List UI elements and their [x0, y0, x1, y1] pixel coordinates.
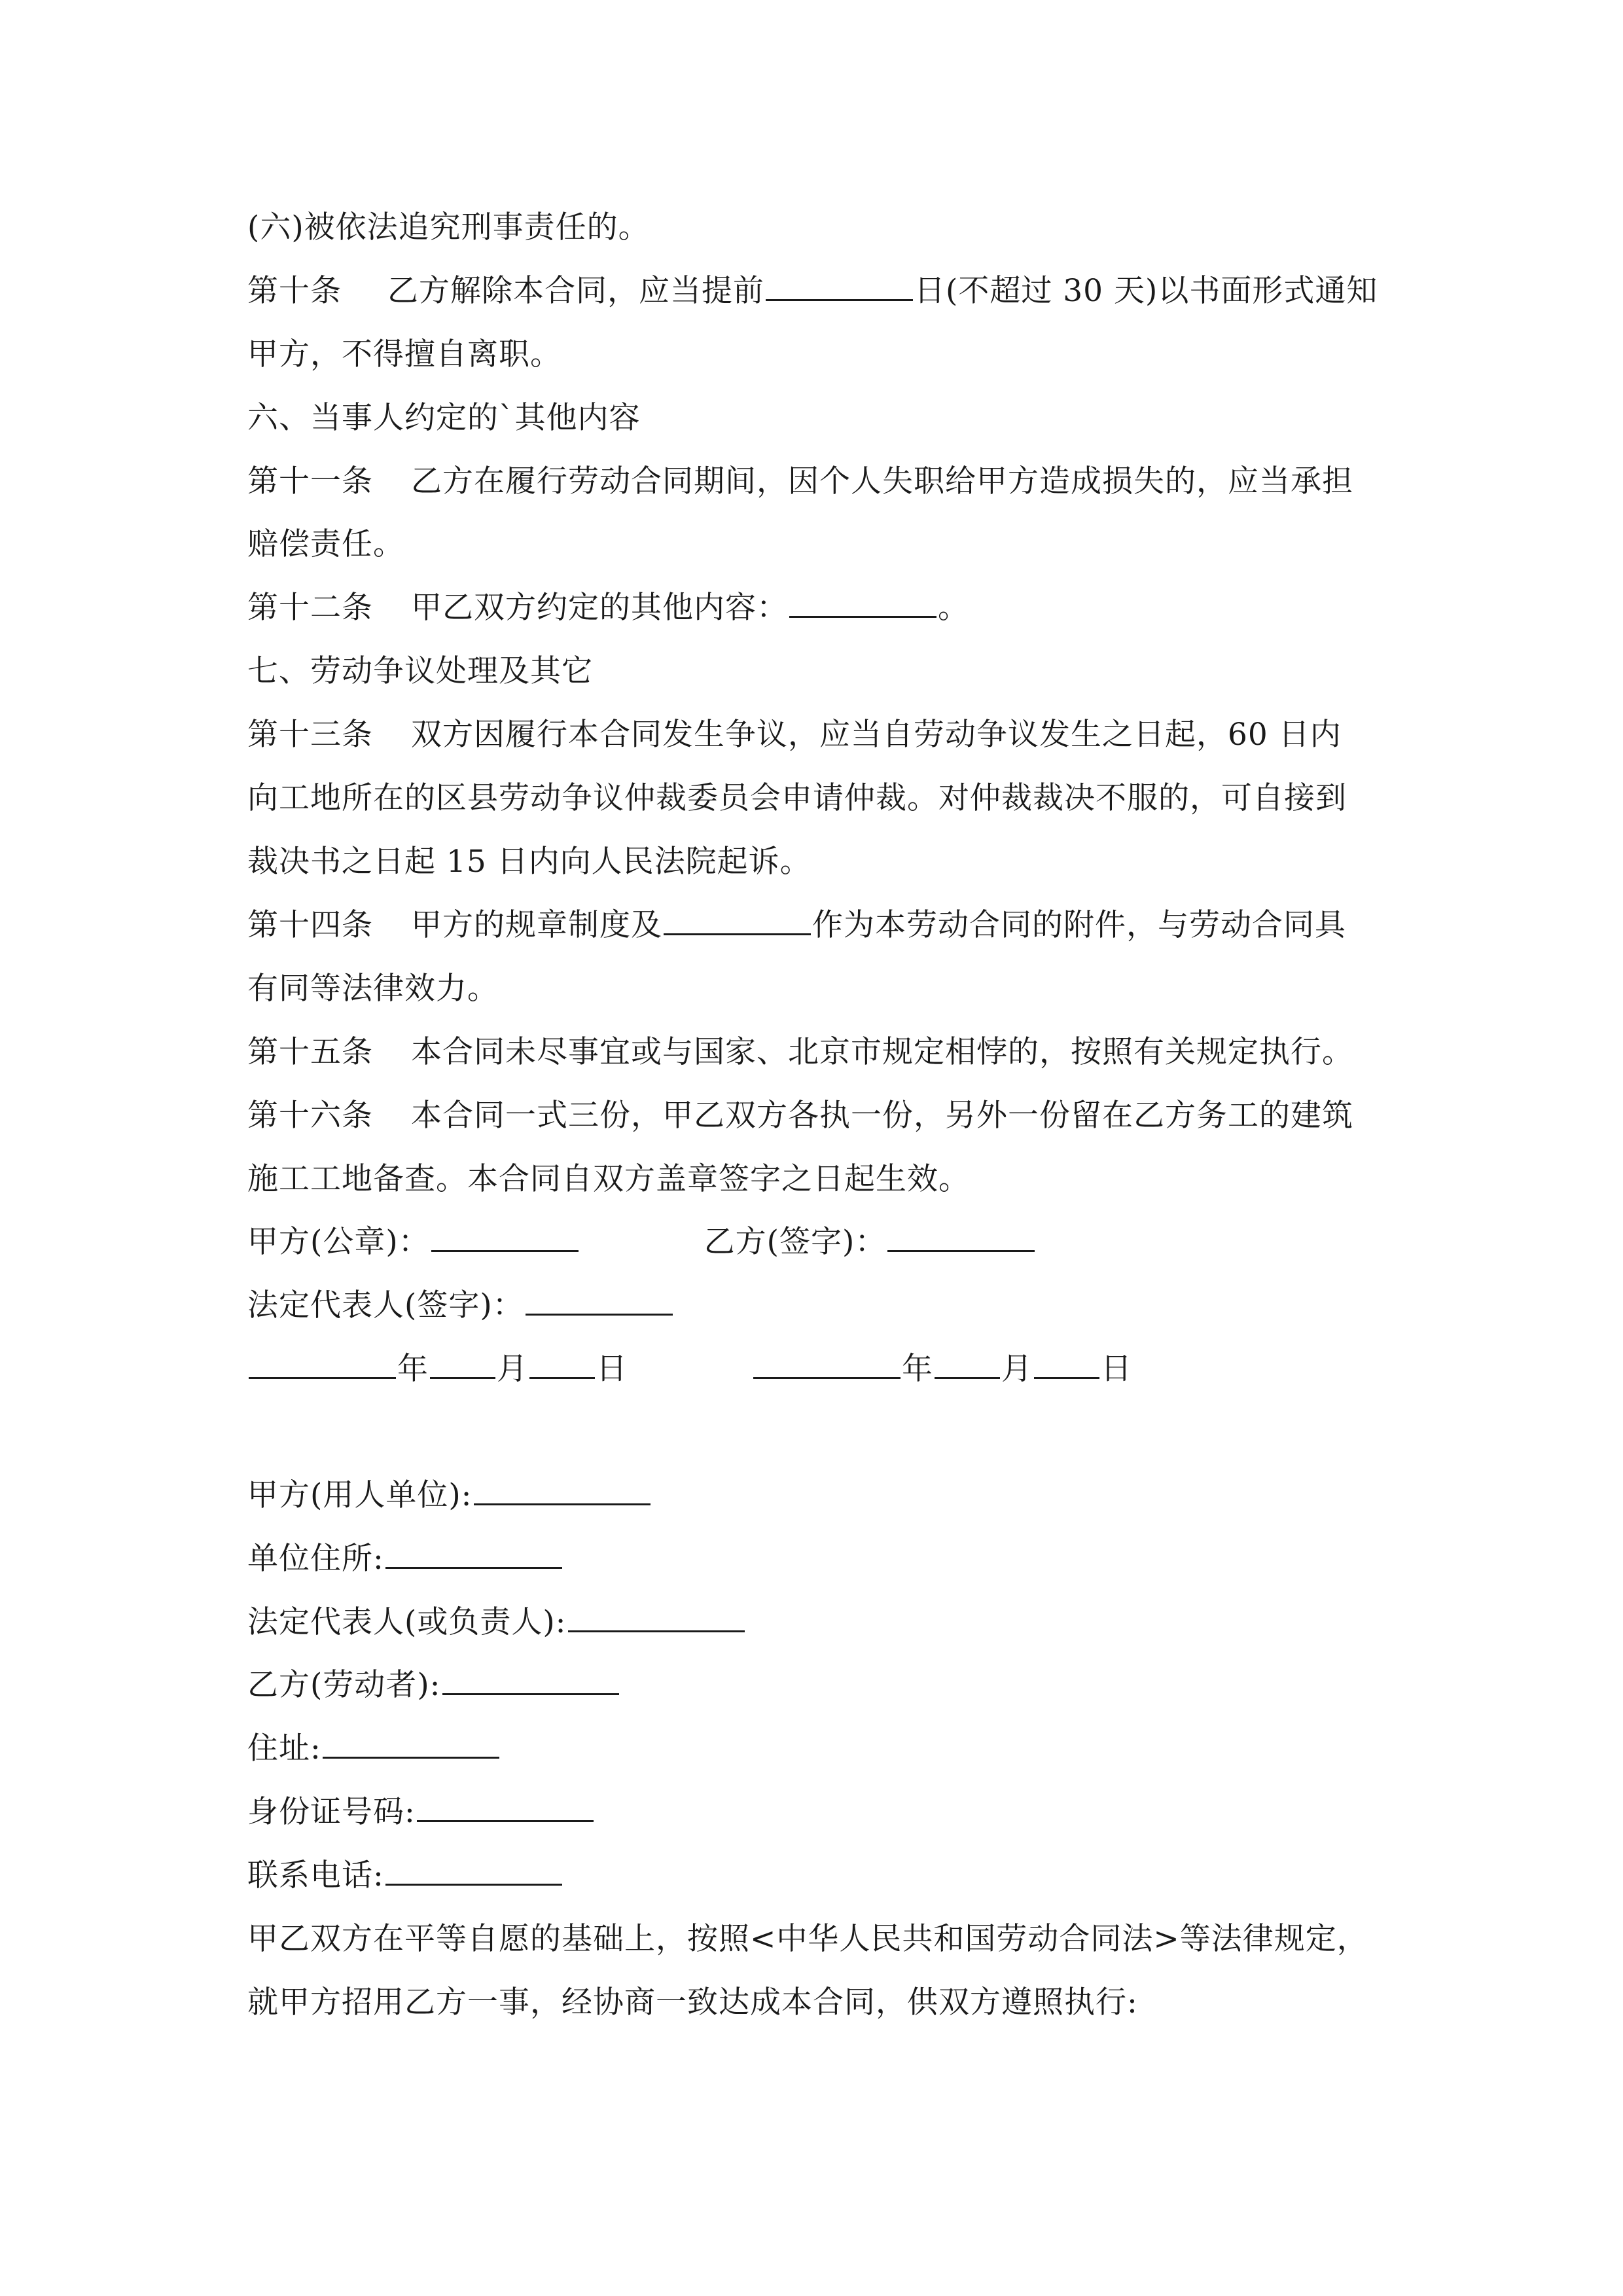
address-row: 单位住所: — [247, 1538, 1399, 1580]
legal-rep-field[interactable] — [568, 1604, 745, 1632]
residence-field[interactable] — [323, 1731, 499, 1759]
phone-row: 联系电话: — [247, 1855, 1399, 1897]
text-line: 甲方，不得擅自离职。 — [247, 336, 562, 372]
article-16: 第十六条 本合同一式三份，甲乙双方各执一份，另外一份留在乙方务工的建筑 — [247, 1098, 1353, 1134]
date-row: 年 月 日 年 月 日 — [247, 1348, 1399, 1390]
text-line: 赔偿责任。 — [247, 526, 404, 562]
article-15: 第十五条 本合同未尽事宜或与国家、北京市规定相悖的，按照有关规定执行。 — [247, 1034, 1353, 1070]
blank-field[interactable] — [766, 273, 913, 301]
party-b-sign-field[interactable] — [887, 1224, 1035, 1252]
legal-rep-form-row: 法定代表人(或负责人): — [247, 1602, 1399, 1643]
day-field[interactable] — [1034, 1351, 1099, 1379]
worker-row: 乙方(劳动者): — [247, 1664, 1399, 1706]
phone-field[interactable] — [385, 1857, 562, 1886]
article-12: 第十二条 甲乙双方约定的其他内容： 。 — [247, 590, 969, 626]
year-field[interactable] — [249, 1351, 396, 1379]
party-a-seal-field[interactable] — [431, 1224, 579, 1252]
article-10: 第十条 乙方解除本合同，应当提前 日(不超过 30 天)以书面形式通知 — [247, 273, 1378, 309]
worker-field[interactable] — [442, 1667, 619, 1695]
article-11: 第十一条 乙方在履行劳动合同期间，因个人失职给甲方造成损失的，应当承担 — [247, 463, 1353, 499]
day-field[interactable] — [529, 1351, 595, 1379]
closing-paragraph: 甲乙双方在平等自愿的基础上，按照<中华人民共和国劳动合同法>等法律规定， — [247, 1921, 1368, 1957]
text-line: (六)被依法追究刑事责任的。 — [247, 209, 650, 245]
article-13: 第十三条 双方因履行本合同发生争议，应当自劳动争议发生之日起，60 日内 — [247, 717, 1342, 753]
month-field[interactable] — [935, 1351, 1000, 1379]
article-14: 第十四条 甲方的规章制度及 作为本劳动合同的附件，与劳动合同具 — [247, 907, 1346, 943]
employer-field[interactable] — [474, 1477, 651, 1505]
text-line: 有同等法律效力。 — [247, 971, 499, 1007]
closing-paragraph: 就甲方招用乙方一事，经协商一致达成本合同，供双方遵照执行: — [247, 1984, 1138, 2020]
section-heading: 七、劳动争议处理及其它 — [247, 653, 593, 689]
section-heading: 六、当事人约定的`其他内容 — [247, 400, 641, 436]
year-field[interactable] — [753, 1351, 901, 1379]
text-line: 向工地所在的区县劳动争议仲裁委员会申请仲裁。对仲裁裁决不服的，可自接到 — [247, 780, 1347, 816]
residence-row: 住址: — [247, 1728, 1399, 1770]
month-field[interactable] — [430, 1351, 495, 1379]
blank-field[interactable] — [664, 907, 811, 935]
id-number-row: 身份证号码: — [247, 1791, 1399, 1833]
id-number-field[interactable] — [417, 1794, 594, 1822]
legal-rep-row: 法定代表人(签字)： — [247, 1285, 1399, 1327]
address-field[interactable] — [385, 1541, 562, 1569]
text-line: 施工工地备查。本合同自双方盖章签字之日起生效。 — [247, 1161, 970, 1197]
text-line: 裁决书之日起 15 日内向人民法院起诉。 — [247, 844, 812, 880]
blank-field[interactable] — [789, 590, 936, 618]
legal-rep-sign-field[interactable] — [526, 1287, 673, 1316]
employer-row: 甲方(用人单位): — [247, 1475, 1399, 1516]
signature-row: 甲方(公章)： 乙方(签字)： — [247, 1221, 1399, 1263]
